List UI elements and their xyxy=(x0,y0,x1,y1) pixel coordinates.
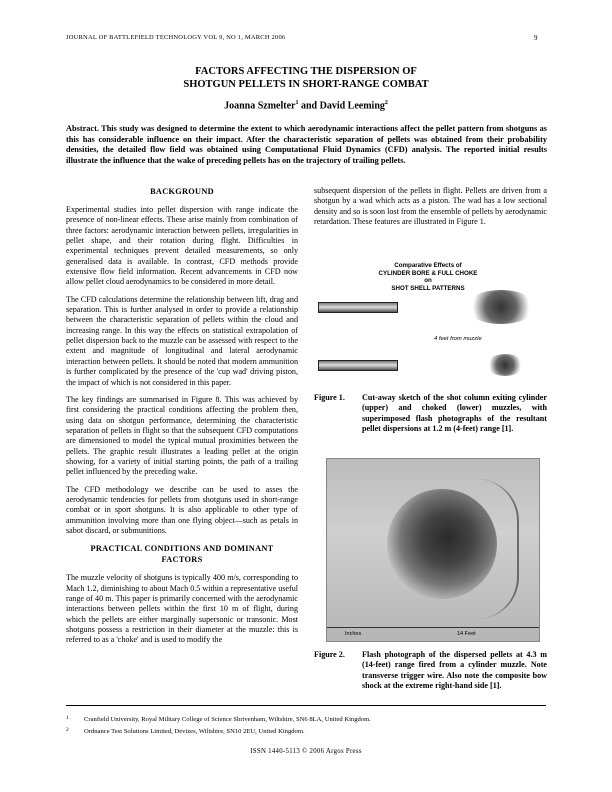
figure-1-title-line-3: on xyxy=(424,277,432,285)
issn-footer: ISSN 1440-5113 © 2006 Argos Press xyxy=(250,748,362,755)
choke-pellet-cloud xyxy=(486,354,524,376)
author-1-mark: 1 xyxy=(295,100,299,106)
figure-1-caption-text: Cut-away sketch of the shot column exiting cylinder (upper) and choked (lower) muzzles, with superimposed flash photographs of the resultant pellet dispersions at 1.2 m (4-feet) range [1]. xyxy=(362,393,547,433)
figure-1-caption xyxy=(314,393,547,445)
author-1: Joanna Szmelter xyxy=(224,100,296,112)
cylinder-barrel-icon xyxy=(318,302,398,313)
figure-2-caption-text: Flash photograph of the dispersed pellets at 4.3 m (14-feet) range fired from a cylinder muzzle. Note transverse trigger wire. Also note the composite bow shock at the extreme right-hand side [1]. xyxy=(362,650,547,690)
article-title xyxy=(66,65,546,91)
right-paragraph-1: subsequent dispersion of the pellets in flight. Pellets are driven from a shotgun by a wad which acts as a piston. The wad has a low sectional density and so is soon lost from the ensemble of pellets by aerodynamic retardation. These features are illustrated in Figure 1. xyxy=(314,186,547,227)
figure-2-caption xyxy=(314,650,547,702)
right-column xyxy=(314,186,547,234)
author-line xyxy=(66,100,546,111)
figure-1-title-line-1: Comparative Effects of xyxy=(394,262,462,269)
conditions-heading-line-1: PRACTICAL CONDITIONS AND DOMINANT xyxy=(90,544,274,554)
left-paragraph-2: The CFD calculations determine the relationship between lift, drag and separation. This is further analysed in order to provide a relationship between the characteristic separation of pellets within the cloud and increasing range. In this way the effects on statistical extrapolation of pellet dispersion back to the muzzle can be assessed with respect to the extent and magnitude of longitudinal and lateral aerodynamic interaction between pellets. It should be noted that modern ammunition is further complicated by the presence of the 'cup wad' driving piston, the impact of which is not considered in this paper. xyxy=(66,294,298,387)
cylinder-pellet-cloud xyxy=(466,290,536,324)
figure-1-image xyxy=(316,262,540,386)
abstract: Abstract. This study was designed to determine the extent to which aerodynamic interactions affect the pellet pattern from shotguns as this has considerable influence on their impact. After the characteristic separation of pellets was obtained from their probability densities, the detailed flow field was obtained using Computational Fluid Dynamics (CFD) analysis. The reported initial results illustrate the influence that the wake of preceding pellets has on the trajectory of trailing pellets. xyxy=(66,124,547,165)
choke-barrel-icon xyxy=(318,360,398,371)
conditions-heading-line-2: FACTORS xyxy=(161,555,203,565)
footnote-1-mark: 1 xyxy=(66,715,69,721)
figure-1-distance-label: 4 feet from muzzle xyxy=(434,336,482,342)
title-line-2: SHOTGUN PELLETS IN SHORT-RANGE COMBAT xyxy=(183,79,429,90)
trigger-wire xyxy=(327,627,539,628)
author-2: David Leeming xyxy=(319,100,385,112)
conditions-heading xyxy=(66,543,298,565)
figure-2-label: Figure 2. xyxy=(314,650,345,659)
figure-1-title-line-4: SHOT SHELL PATTERNS xyxy=(391,284,465,292)
left-column xyxy=(66,186,298,653)
running-head: JOURNAL OF BATTLEFIELD TECHNOLOGY VOL 9, NO 1, MARCH 2006 xyxy=(66,34,286,41)
left-paragraph-5: The muzzle velocity of shotguns is typically 400 m/s, corresponding to Mach 1.2, diminishing to about Mach 0.5 within a representative useful range of 40 m. This paper is primarily concerned with the aerodynamic interactions between pellets within the first 10 m of flight, during which the pellets are either marginally supersonic or transonic. Most shotguns possess a restriction in their diameter at the muzzle: this is referred to as a 'choke' and is used to modify the xyxy=(66,573,298,645)
left-paragraph-3: The key findings are summarised in Figure 8. This was achieved by first considering the practical conditions affecting the problem then, using data on shotgun performance, determining the characteristic separation of pellets in flight so that the subsequent CFD computations are dimensioned to model the typical mutual proximities between the pellets. The graphic result illustrates a leading pellet at the origin showing, for a variety of initial starting points, the path of a trailing pellet influenced by the preceding wake. xyxy=(66,394,298,477)
page-number: 9 xyxy=(534,34,538,42)
figure-1-label: Figure 1. xyxy=(314,393,345,402)
figure-2-scale-left: Inches xyxy=(345,631,362,637)
author-separator: and xyxy=(298,100,320,112)
footnote-2-mark: 2 xyxy=(66,727,69,733)
author-2-mark: 2 xyxy=(384,100,388,106)
background-heading: BACKGROUND xyxy=(150,187,214,196)
left-paragraph-1: Experimental studies into pellet dispersion with range indicate the presence of non-linear effects. These arise mainly from combination of three factors: aerodynamic interaction between pellets, irregularities in pellet shape, and their rotation during flight. Difficulties in experimental techniques prevent detailed measurements, so only generalised data is available. In contrast, CFD methods provide extensive flow field information. Recent advancements in CFD now allow pellet cloud aerodynamics to be considered in more detail. xyxy=(66,205,298,287)
figure-2-scale-right: 14 Feet xyxy=(457,631,476,637)
footnote-rule xyxy=(66,705,546,706)
footnote-2-text: Ordnance Test Solutions Limited, Devizes, Wiltshire, SN10 2EU, United Kingdom. xyxy=(84,728,305,735)
figure-1-image-title xyxy=(316,262,540,292)
title-line-1: FACTORS AFFECTING THE DISPERSION OF xyxy=(195,66,417,77)
footnote-1-text: Cranfield University, Royal Military College of Science Shrivenham, Wiltshire, SN6 8LA, United Kingdom. xyxy=(84,716,371,723)
left-paragraph-4: The CFD methodology we describe can be used to asses the aerodynamic tendencies for pellets from shotguns used in short-range combat or in sport shotguns. It is also applicable to other type of ammunition involving more than one flying object—such as petals in sabot discard, or submunitions. xyxy=(66,484,298,535)
figure-2-image xyxy=(326,458,540,642)
figure-1-title-line-2: CYLINDER BORE & FULL CHOKE xyxy=(378,269,478,277)
bow-shock xyxy=(477,479,519,619)
